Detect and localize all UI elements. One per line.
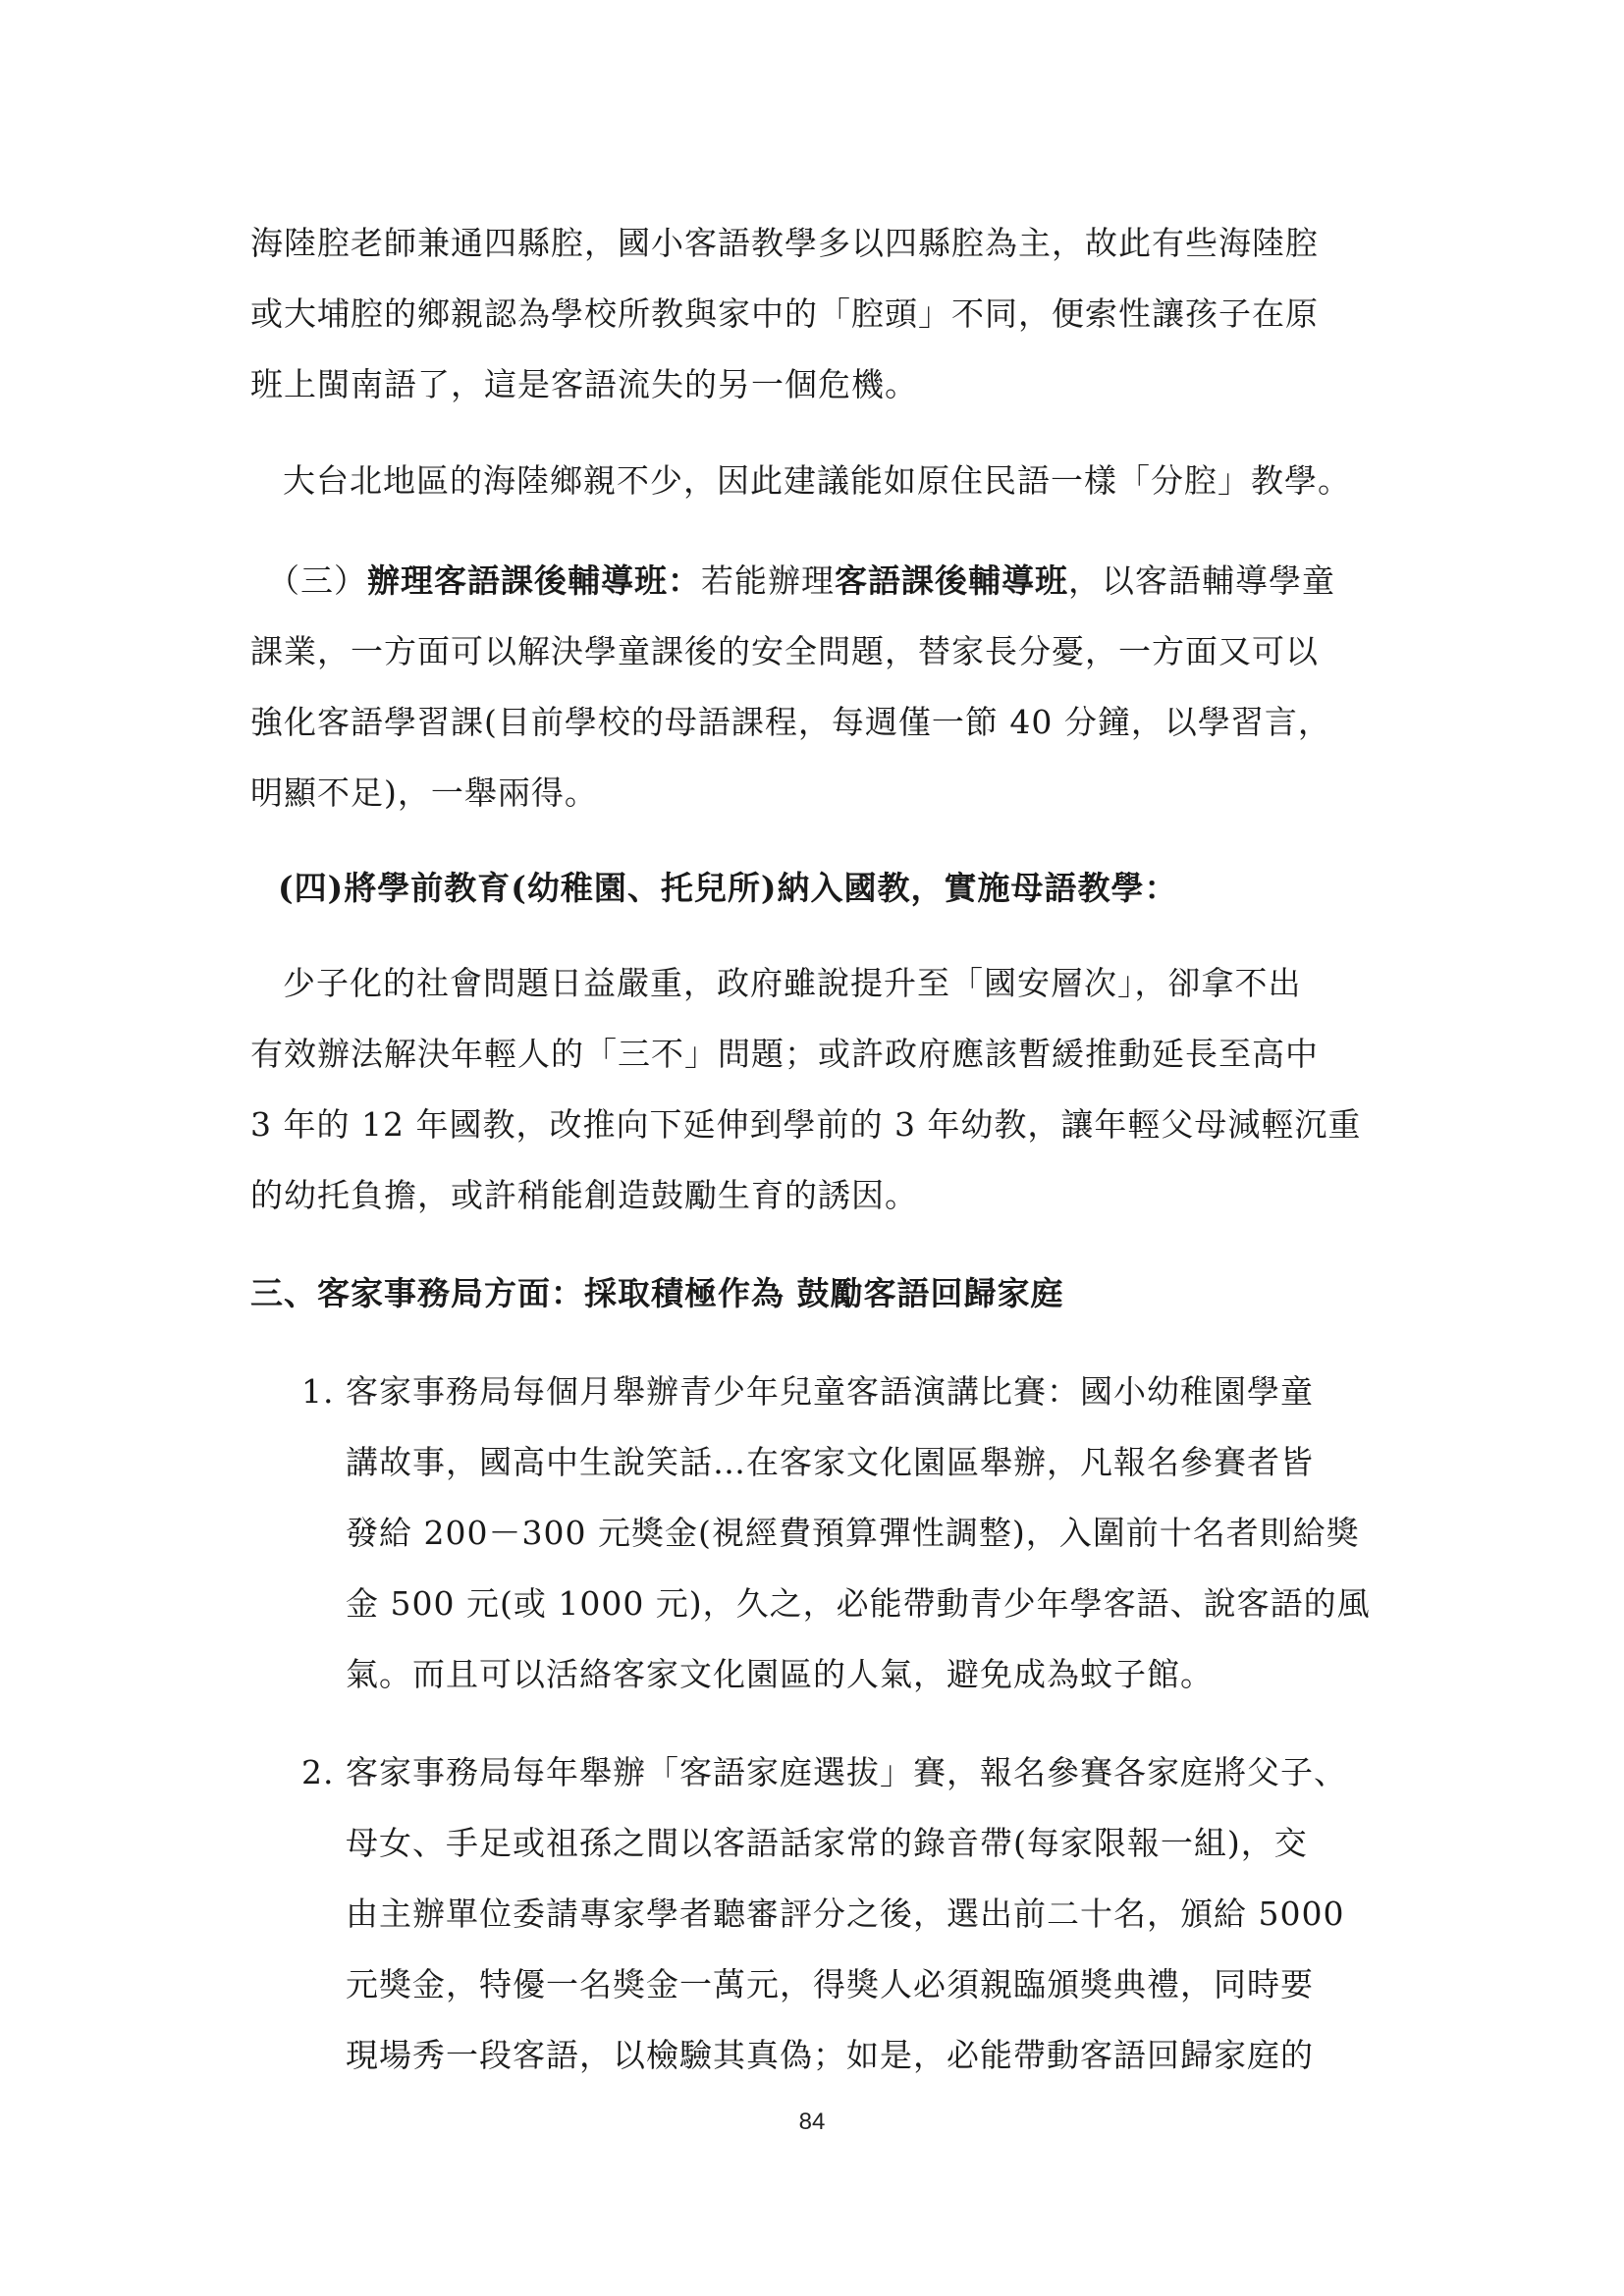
page-number: 84: [798, 2109, 826, 2135]
inline-text: ，以客語輔導學童: [1068, 561, 1335, 600]
list-item-line: 講故事，國高中生說笑話…在客家文化園區舉辦，凡報名參賽者皆: [346, 1443, 1314, 1481]
part-heading: 三、客家事務局方面：採取積極作為 鼓勵客語回歸家庭: [250, 1274, 1064, 1312]
paragraph-line: 班上閩南語了，這是客語流失的另一個危機。: [250, 365, 918, 403]
paragraph-line: 3 年的 12 年國教，改推向下延伸到學前的 3 年幼教，讓年輕父母減輕沉重: [250, 1105, 1362, 1144]
list-item-line: 現場秀一段客語，以檢驗其真偽；如是，必能帶動客語回歸家庭的: [346, 2036, 1314, 2074]
list-item-line: 1. 客家事務局每個月舉辦青少年兒童客語演講比賽：國小幼稚園學童: [301, 1372, 1314, 1411]
section-heading: 辦理客語課後輔導班：: [367, 561, 701, 600]
paragraph-line: 明顯不足)，一舉兩得。: [250, 774, 598, 812]
list-item-line: 氣。而且可以活絡客家文化園區的人氣，避免成為蚊子館。: [346, 1655, 1214, 1693]
paragraph-line: 或大埔腔的鄉親認為學校所教與家中的「腔頭」不同，便索性讓孩子在原: [250, 294, 1319, 333]
list-item-line: 2. 客家事務局每年舉辦「客語家庭選拔」賽，報名參賽各家庭將父子、: [301, 1753, 1347, 1791]
paragraph-line: 少子化的社會問題日益嚴重，政府雖說提升至「國安層次」，卻拿不出: [283, 964, 1302, 1002]
list-item-line: 元獎金，特優一名獎金一萬元，得獎人必須親臨頒獎典禮，同時要: [346, 1965, 1314, 2003]
inline-text: 若能辦理: [701, 561, 835, 600]
list-item-line: 發給 200－300 元獎金(視經費預算彈性調整)，入圍前十名者則給獎: [346, 1514, 1360, 1552]
section-heading: (四)將學前教育(幼稚園、托兒所)納入國教，實施母語教學：: [278, 869, 1178, 907]
section-label: （三）: [267, 561, 367, 600]
paragraph-line: 強化客語學習課(目前學校的母語課程，每週僅一節 40 分鐘，以學習言，: [250, 703, 1331, 741]
paragraph-line: 海陸腔老師兼通四縣腔，國小客語教學多以四縣腔為主，故此有些海陸腔: [250, 224, 1319, 262]
inline-bold-text: 客語課後輔導班: [835, 561, 1068, 600]
list-item-line: 金 500 元(或 1000 元)，久之，必能帶動青少年學客語、說客語的風: [346, 1584, 1371, 1623]
paragraph-line: 的幼托負擔，或許稍能創造鼓勵生育的誘因。: [250, 1176, 918, 1214]
list-item-line: 由主辦單位委請專家學者聽審評分之後，選出前二十名，頒給 5000: [346, 1895, 1345, 1933]
paragraph-line: 課業，一方面可以解決學童課後的安全問題，替家長分憂，一方面又可以: [250, 632, 1319, 670]
paragraph-line: 大台北地區的海陸鄉親不少，因此建議能如原住民語一樣「分腔」教學。: [283, 461, 1351, 500]
section-3-first-line: [267, 561, 1335, 601]
paragraph-line: 有效辦法解決年輕人的「三不」問題；或許政府應該暫緩推動延長至高中: [250, 1035, 1319, 1073]
list-item-line: 母女、手足或祖孫之間以客語話家常的錄音帶(每家限報一組)，交: [346, 1824, 1308, 1862]
